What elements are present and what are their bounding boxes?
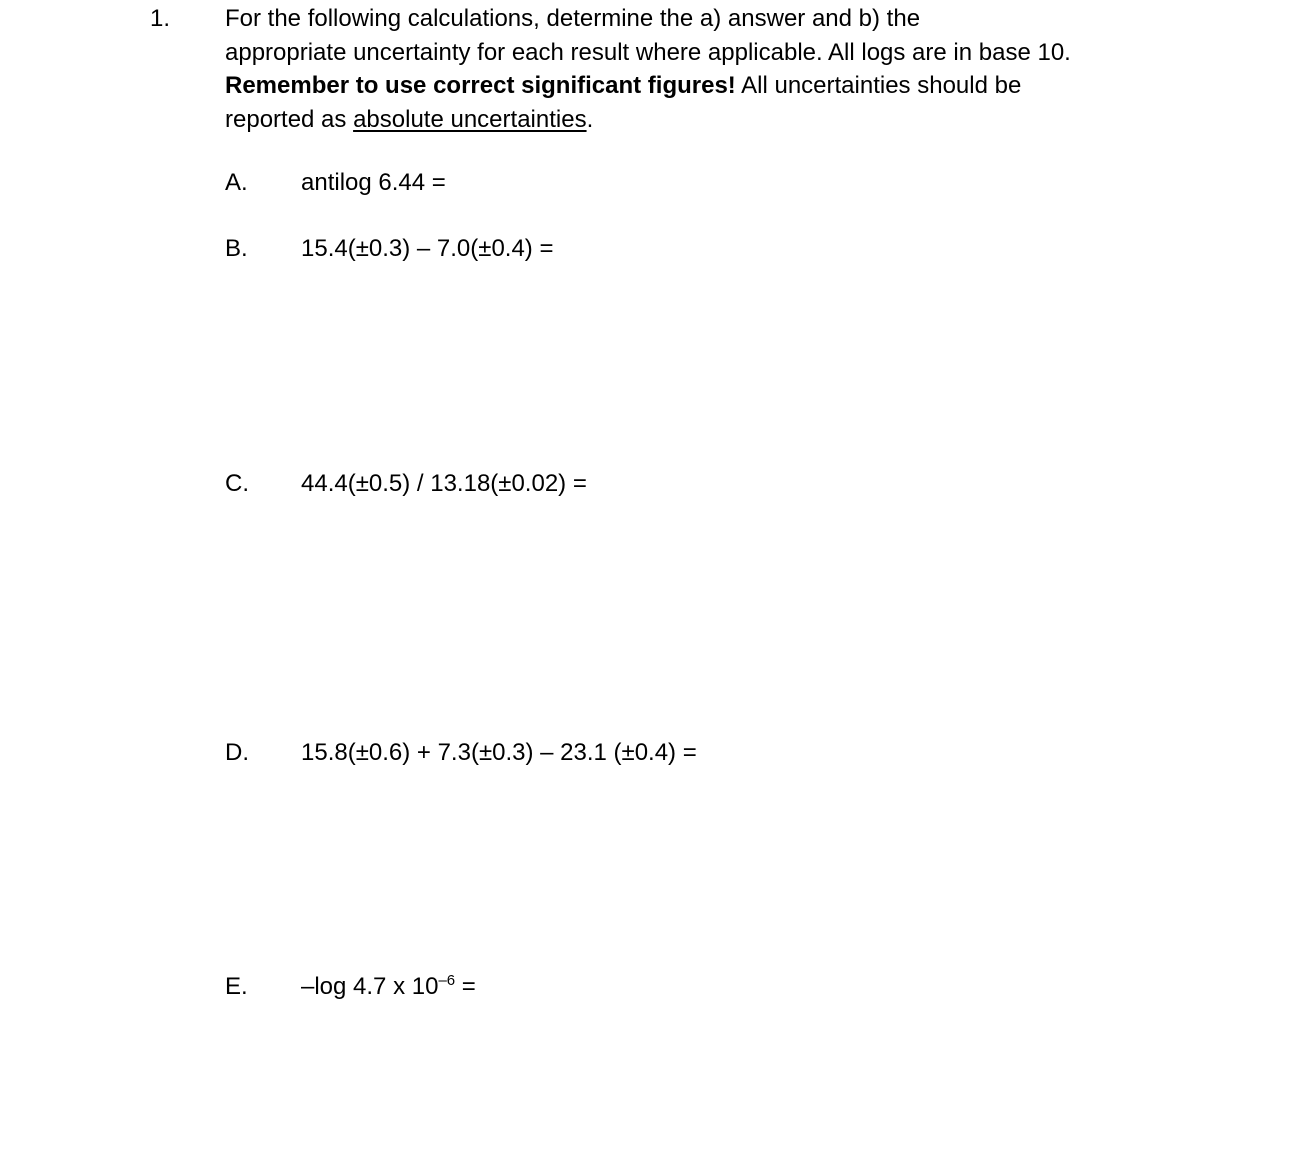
sig-fig-reminder: Remember to use correct significant figures! [225,72,736,99]
part-letter: C. [225,470,249,497]
part-expression-base: –log 4.7 x 10 [301,973,439,1000]
part-letter: B. [225,235,248,262]
part-expression: 15.8(±0.6) + 7.3(±0.3) – 23.1 (±0.4) = [301,739,697,766]
part-expression: 44.4(±0.5) / 13.18(±0.02) = [301,470,587,497]
instruction-line-4-prefix: reported as [225,105,354,133]
part-letter: A. [225,169,248,196]
instruction-line-2: appropriate uncertainty for each result where applicable. All logs are in base 10. [225,38,1071,66]
part-expression-tail: = [455,973,476,1000]
question-instructions [225,2,1225,136]
part-letter: D. [225,739,249,766]
part-expression [301,970,476,1003]
question-number: 1. [150,5,171,32]
part-expression: 15.4(±0.3) – 7.0(±0.4) = [301,235,554,262]
absolute-uncertainties-emphasis: absolute uncertainties [353,105,587,133]
instruction-line-4 [225,103,1225,137]
instruction-line-4-suffix: . [586,105,594,133]
exponent: –6 [438,972,456,989]
part-letter: E. [225,973,248,1000]
instruction-line-3-rest: All uncertainties should be [735,72,1022,99]
part-expression: antilog 6.44 = [301,169,446,196]
instruction-line-3 [225,69,1225,103]
instruction-line-1: For the following calculations, determine the a) answer and b) the [225,5,921,32]
